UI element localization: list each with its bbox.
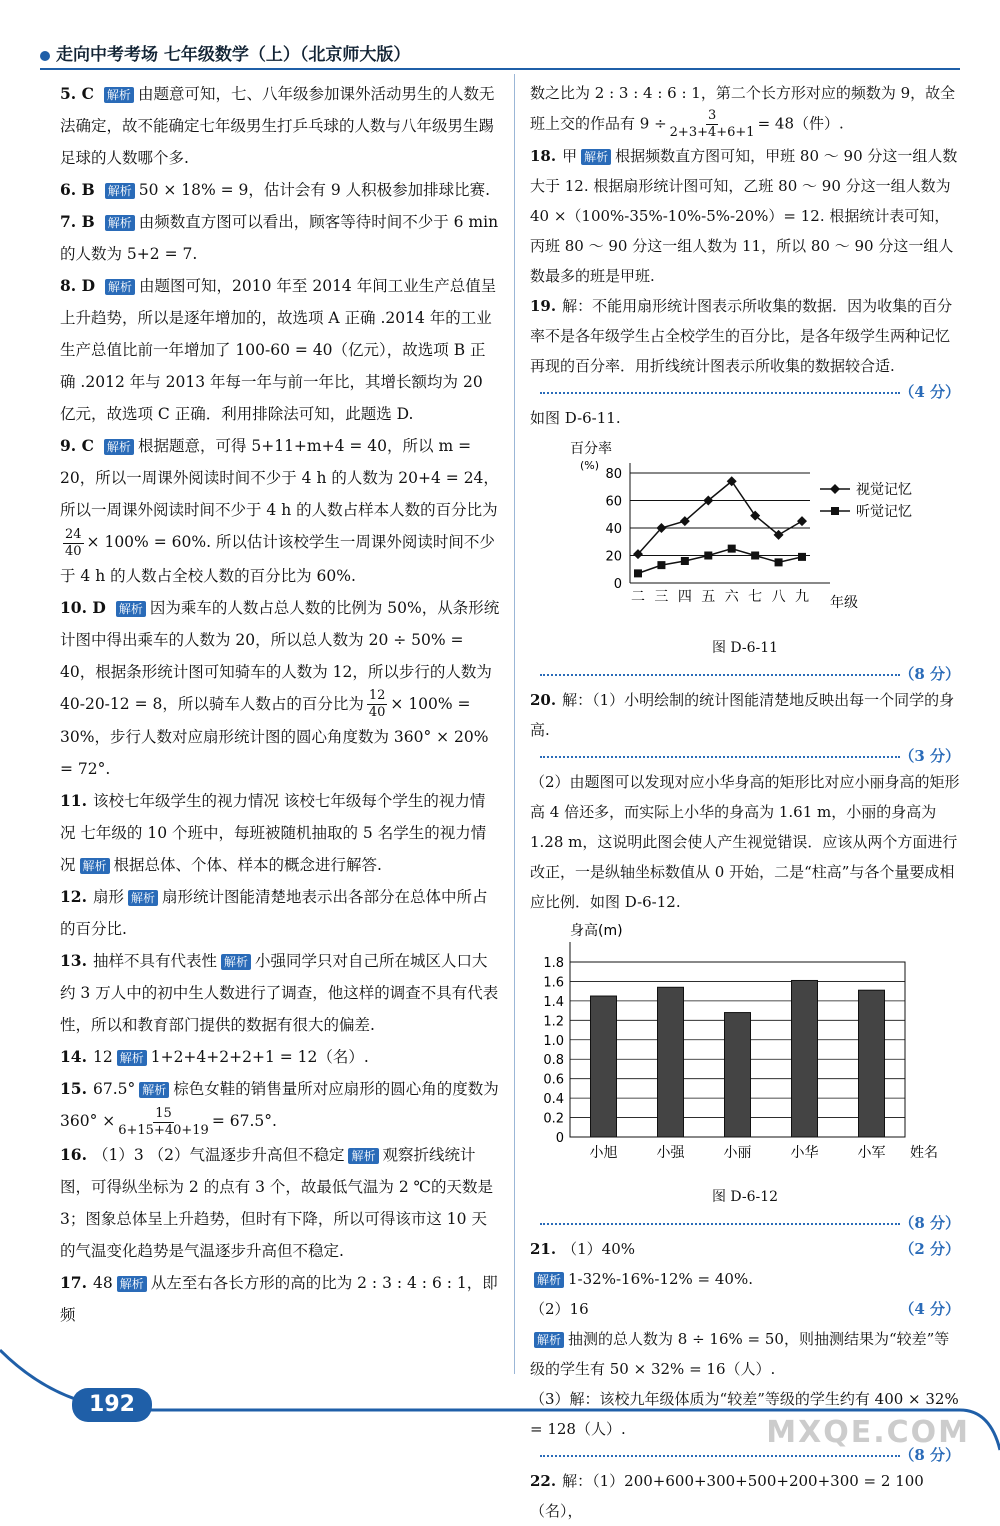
analysis-tag: 解析 — [117, 1050, 147, 1066]
data-point-square — [728, 545, 736, 553]
answer-6 — [60, 174, 500, 206]
header-title: 走向中考考场 七年级数学（上）（北京师大版） — [56, 45, 411, 65]
fraction-denominator: 40 — [65, 543, 82, 559]
answer-7 — [60, 206, 500, 270]
y-tick-label: 0 — [555, 1131, 564, 1146]
bar — [591, 996, 617, 1137]
answer-text: （2）由题图可以发现对应小华身高的矩形比对应小丽身高的矩形高 4 倍还多，而实际上小华的身高为 1.61 m，小丽的身高为 1.28 m，这说明此图会使人产生视觉错误．应该从两个方面进行改正，一是纵轴坐标数值从 0 开始，二是“柱高”与各个量要成相应比例．如图 D-6-12. — [530, 773, 960, 911]
answer-key: 12 — [92, 1048, 113, 1066]
question-number: 5. C — [60, 84, 94, 103]
bar — [658, 987, 684, 1137]
answer-text-continued: = 48（件）. — [757, 114, 844, 133]
question-number: 12. — [60, 887, 87, 906]
x-tick-label: 小军 — [857, 1145, 886, 1161]
data-point-square — [775, 558, 783, 566]
fraction-numerator: 12 — [368, 688, 386, 703]
answer-text: 棕色女鞋的销售量所对应扇形的圆心角的度数为 360° × — [60, 1080, 499, 1130]
score-4: （4 分） — [899, 1300, 960, 1318]
score-2: （2 分） — [899, 1240, 960, 1258]
answer-text: 抽测的总人数为 8 ÷ 16% = 50，则抽测结果为“较差”等级的学生有 50 × 32% = 16（人）. — [530, 1330, 950, 1378]
answer-text: 50 × 18% = 9，估计会有 9 人积极参加排球比赛. — [138, 181, 491, 199]
y-tick-label: 1.6 — [543, 975, 564, 991]
question-number: 19. — [530, 297, 557, 315]
answer-text: 扇形统计图能清楚地表示出各部分在总体中所占的百分比. — [60, 888, 488, 938]
y-tick-label: 20 — [605, 549, 622, 565]
analysis-tag: 解析 — [104, 439, 134, 455]
fraction-denominator: 40 — [368, 705, 386, 720]
x-tick-label: 小强 — [656, 1145, 685, 1161]
y-tick-label: 60 — [605, 494, 622, 510]
answer-5 — [60, 78, 500, 174]
answer-text-continued: × 100% = 30%，步行人数对应扇形统计图的圆心角度数为 360° × 20% = 72°. — [60, 694, 489, 778]
column-divider — [514, 74, 515, 1374]
answer-19 — [530, 291, 960, 381]
answer-text-continued: × 100% = 60%. 所以估计该校学生一周课外阅读时间不少于 4 h 的人数占全校人数的百分比为 60%. — [60, 533, 495, 585]
question-number: 13. — [60, 951, 87, 970]
y-tick-label: 1.2 — [543, 1014, 564, 1030]
header-rule — [40, 68, 960, 70]
answer-text: 观察折线统计图，可得纵坐标为 2 的点有 3 个，故最低气温为 2 ℃的天数是 3；图象总体呈上升趋势，但时有下降，所以可得该市这 10 天的气温变化趋势是气温逐步升高但不稳定. — [60, 1145, 493, 1260]
question-number: 9. C — [60, 436, 94, 455]
answer-text: 解：（1）200+600+300+500+200+300 = 2 100（名）， — [530, 1472, 924, 1520]
answer-21 — [530, 1234, 960, 1264]
data-point-square — [681, 557, 689, 565]
watermark: MXQE.COM — [766, 1415, 970, 1450]
figure-reference: 如图 D-6-11. — [530, 409, 621, 427]
answer-text: 因为乘车的人数占总人数的比例为 50%，从条形统计图中得出乘车的人数为 20，所以总人数为 20 ÷ 50% = 40，根据条形统计图可知骑车的人数为 12，所以步行的人数为 40-20-12 = 8，所以骑车人数占的百分比为 — [60, 598, 500, 713]
fraction-numerator: 24 — [65, 526, 82, 542]
question-number: 21. — [530, 1240, 557, 1258]
answer-text: 解：不能用扇形统计图表示所收集的数据．因为收集的百分率不是各年级学生占全校学生的百分比，是各年级学生两种记忆再现的百分率．用折线统计图表示所收集的数据较合适. — [530, 297, 953, 375]
data-point-square — [634, 569, 642, 577]
figure-caption-d-6-11: 图 D-6-11 — [711, 640, 779, 656]
bar-chart-height — [530, 917, 950, 1172]
answer-text-continued: = 67.5°. — [211, 1112, 277, 1130]
figure-caption-d-6-12: 图 D-6-12 — [711, 1189, 779, 1205]
answer-17-continued — [530, 78, 960, 141]
y-tick-label: 0 — [613, 577, 622, 592]
analysis-tag: 解析 — [116, 601, 146, 617]
answer-text: 1+2+4+2+2+1 = 12（名）. — [150, 1048, 369, 1066]
analysis-tag: 解析 — [221, 954, 251, 970]
question-number: 17. — [60, 1272, 87, 1292]
fraction-numerator: 3 — [707, 108, 717, 123]
y-tick-label: 1.0 — [543, 1033, 564, 1049]
question-number: 20. — [530, 691, 557, 709]
x-tick-label: 五 — [701, 589, 716, 605]
answer-key: 甲 — [562, 147, 578, 165]
data-point-diamond — [797, 516, 807, 526]
data-point-square — [751, 552, 759, 560]
analysis-tag: 解析 — [80, 858, 110, 874]
x-tick-label: 二 — [631, 589, 645, 605]
y-tick-label: 1.4 — [543, 994, 564, 1010]
question-number: 6. B — [60, 180, 95, 199]
y-tick-label: 0.4 — [543, 1092, 564, 1108]
analysis-tag: 解析 — [105, 183, 135, 199]
x-axis-label: 年级 — [830, 595, 858, 611]
answer-text: 根据频数直方图可知，甲班 80 ～ 90 分这一组人数大于 12. 根据扇形统计图可知，乙班 80 ～ 90 分这一组人数为 40 ×（100%-35%-10%-5%-20%）= 12. 根据统计表可知，丙班 80 ～ 90 分这一组人数为 11，所以 80 ～ 90 分这一组人数最多的班是甲班. — [530, 147, 958, 285]
right-column — [530, 78, 960, 1526]
answer-17 — [60, 1267, 500, 1331]
fraction — [670, 108, 755, 141]
question-number: 10. D — [60, 597, 106, 617]
answer-key: （1）3 （2）气温逐步升高但不稳定 — [92, 1145, 345, 1164]
fraction-denominator: 6+15+40+19 — [118, 1122, 209, 1138]
question-number: 15. — [60, 1079, 87, 1098]
line-chart-memory — [530, 433, 950, 623]
answer-20 — [530, 685, 960, 745]
x-tick-label: 八 — [771, 589, 786, 605]
header-bullet-icon — [40, 51, 50, 61]
analysis-tag: 解析 — [581, 149, 611, 165]
answer-text: 由题图可知，2010 年至 2014 年间工业生产总值呈上升趋势，所以是逐年增加的，故选项 A 正确 .2014 年的工业生产总值比前一年增加了 100-60 = 40（亿元），故选项 B 正确 .2012 年与 2013 年每一年与前一年比，其增长额均为 20 亿元，故选项 C 正确．利用排除法可知，此题选 D. — [60, 277, 497, 423]
fraction — [367, 688, 388, 721]
score-8: （8 分） — [530, 1444, 960, 1466]
fraction-numerator: 15 — [155, 1105, 172, 1121]
left-column — [60, 78, 500, 1331]
analysis-tag: 解析 — [105, 279, 135, 295]
answer-12 — [60, 881, 500, 945]
bar — [792, 980, 818, 1137]
x-tick-label: 小旭 — [589, 1145, 618, 1161]
bar — [725, 1013, 751, 1137]
answer-10 — [60, 592, 500, 786]
question-number: 22. — [530, 1472, 557, 1490]
answer-16 — [60, 1139, 500, 1267]
answer-text: 1-32%-16%-12% = 40%. — [568, 1270, 753, 1288]
page-number: 192 — [72, 1388, 152, 1422]
data-point-square — [704, 552, 712, 560]
fraction — [63, 527, 84, 560]
answer-15 — [60, 1073, 500, 1139]
answer-13 — [60, 945, 500, 1041]
answer-key: （2）16 — [530, 1300, 589, 1318]
x-axis-label: 姓名 — [910, 1145, 938, 1161]
fraction — [118, 1106, 209, 1139]
question-number: 11. — [60, 791, 87, 810]
answer-text: 根据题意，可得 5+11+m+4 = 40，所以 m = 20，所以一周课外阅读时间不少于 4 h 的人数为 20+4 = 24，所以一周课外阅读时间不少于 4 h 的人数占样本人数的百分比为 — [60, 437, 499, 519]
legend-marker-square — [831, 507, 839, 515]
series-line — [638, 481, 802, 554]
answer-text: 解：（1）小明绘制的统计图能清楚地反映出每一个同学的身高. — [530, 691, 955, 739]
answer-key: 扇形 — [92, 888, 124, 906]
x-tick-label: 四 — [677, 589, 692, 605]
score-4: （4 分） — [530, 381, 960, 403]
fraction-denominator: 2+3+4+6+1 — [669, 125, 755, 140]
data-point-square — [657, 561, 665, 569]
question-number: 14. — [60, 1047, 87, 1066]
analysis-tag: 解析 — [128, 890, 158, 906]
x-tick-label: 三 — [654, 589, 669, 605]
answer-text: 小强同学只对自己所在城区人口大约 3 万人中的初中生人数进行了调查，他这样的调查不具有代表性，所以和教育部门提供的数据有很大的偏差. — [60, 952, 499, 1034]
y-tick-label: 40 — [605, 522, 622, 537]
question-number: 16. — [60, 1144, 87, 1164]
legend-label: 听觉记忆 — [856, 504, 912, 520]
answer-text: 从左至右各长方形的高的比为 2 : 3 : 4 : 6 : 1，即频 — [60, 1273, 498, 1324]
answer-text: 根据总体、个体、样本的概念进行解答. — [113, 856, 382, 874]
answer-key: 48 — [92, 1273, 113, 1292]
analysis-tag: 解析 — [117, 1276, 147, 1292]
data-point-square — [798, 553, 806, 561]
question-number: 8. D — [60, 276, 96, 295]
score-8: （8 分） — [530, 663, 960, 685]
answer-8 — [60, 270, 500, 430]
analysis-tag: 解析 — [348, 1148, 378, 1164]
answer-key: （1）40% — [562, 1240, 635, 1258]
bar — [859, 990, 885, 1137]
y-tick-label: 0.2 — [543, 1111, 564, 1127]
answer-key: 抽样不具有代表性 — [92, 952, 217, 970]
score-8: （8 分） — [530, 1212, 960, 1234]
analysis-tag: 解析 — [139, 1082, 169, 1098]
y-axis-label: 百分率 — [570, 441, 612, 457]
running-header — [40, 40, 410, 65]
analysis-tag: 解析 — [104, 87, 134, 103]
x-tick-label: 六 — [724, 589, 739, 605]
legend-label: 视觉记忆 — [856, 482, 912, 498]
y-axis-label: 身高(m) — [570, 923, 623, 939]
analysis-tag: 解析 — [105, 215, 135, 231]
answer-14 — [60, 1041, 500, 1073]
answer-text: 由题意可知，七、八年级参加课外活动男生的人数无法确定，故不能确定七年级男生打乒乓球的人数与八年级男生踢足球的人数哪个多. — [60, 85, 495, 167]
y-tick-label: 80 — [605, 467, 622, 482]
legend-marker-diamond — [830, 484, 840, 494]
analysis-tag: 解析 — [534, 1272, 564, 1288]
analysis-tag: 解析 — [534, 1332, 564, 1348]
question-number: 18. — [530, 147, 557, 165]
x-tick-label: 七 — [748, 589, 763, 605]
question-number: 7. B — [60, 212, 95, 231]
answer-21-2 — [530, 1294, 960, 1324]
x-tick-label: 小丽 — [723, 1145, 752, 1161]
answer-text: 由频数直方图可以看出，顾客等待时间不少于 6 min 的人数为 5+2 = 7. — [60, 213, 499, 263]
answer-22 — [530, 1466, 960, 1526]
y-tick-label: 1.8 — [543, 956, 564, 971]
score-3: （3 分） — [530, 745, 960, 767]
answer-9 — [60, 430, 500, 592]
answer-key: 67.5° — [92, 1080, 136, 1098]
x-tick-label: 小华 — [790, 1145, 819, 1161]
y-tick-label: 0.6 — [543, 1072, 564, 1088]
answer-11 — [60, 785, 500, 881]
answer-text: 数之比为 2 : 3 : 4 : 6 : 1，第二个长方形对应的频数为 9，故全班上交的作品有 9 ÷ — [530, 84, 956, 133]
answer-21-3: （3）解：该校九年级体质为“较差”等级的学生约有 400 × 32% = 128（人）. — [530, 1390, 959, 1438]
answer-key: 该校七年级学生的视力情况 该校七年级每个学生的视力情况 七年级的 10 个班中，每班被随机抽取的 5 名学生的视力情况 — [60, 792, 487, 874]
y-axis-unit: (%) — [580, 459, 600, 472]
answer-18 — [530, 141, 960, 291]
x-tick-label: 九 — [795, 589, 809, 605]
y-tick-label: 0.8 — [543, 1053, 564, 1069]
answer-21-analysis — [530, 1264, 960, 1294]
